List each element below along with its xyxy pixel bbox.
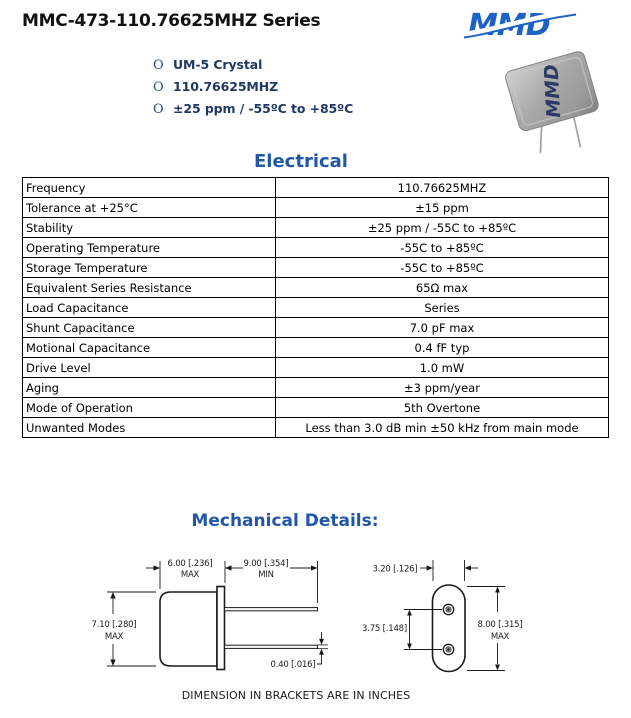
- parameter-cell: Stability: [23, 218, 276, 238]
- dim-base-thickness-label: 3.20 [.126]: [372, 564, 418, 575]
- parameter-cell: Shunt Capacitance: [23, 318, 276, 338]
- value-cell: ±3 ppm/year: [276, 378, 609, 398]
- value-cell: Series: [276, 298, 609, 318]
- dim-pin-spacing-label: 3.75 [.148]: [362, 624, 407, 634]
- arrowhead-icon: [407, 644, 412, 650]
- table-row: [23, 218, 609, 238]
- side-view-lead-bottom: [225, 645, 318, 648]
- arrowhead-icon: [319, 649, 324, 655]
- side-view-flange: [217, 587, 225, 670]
- value-cell: ±15 ppm: [276, 198, 609, 218]
- dim-base-length-qualifier: MAX: [490, 632, 510, 642]
- dimension-note: DIMENSION IN BRACKETS ARE IN INCHES: [181, 689, 411, 702]
- arrowhead-icon: [407, 610, 412, 616]
- value-cell: ±25 ppm / -55C to +85ºC: [276, 218, 609, 238]
- value-cell: 110.76625MHZ: [276, 178, 609, 198]
- arrowhead-icon: [110, 592, 115, 599]
- table-row: [23, 338, 609, 358]
- value-cell: 1.0 mW: [276, 358, 609, 378]
- feature-item: [153, 101, 353, 123]
- arrowhead-icon: [495, 587, 500, 593]
- table-row: [23, 258, 609, 278]
- table-row: [23, 298, 609, 318]
- feature-label: UM-5 Crystal: [173, 57, 263, 72]
- circle-bullet-icon: O: [153, 102, 164, 117]
- table-row: [23, 318, 609, 338]
- arrowhead-icon: [465, 565, 472, 570]
- value-cell: 7.0 pF max: [276, 318, 609, 338]
- value-cell: -55C to +85ºC: [276, 238, 609, 258]
- crystal-photo-illustration: [478, 50, 628, 153]
- feature-list: [153, 57, 353, 123]
- circle-bullet-icon: O: [153, 58, 164, 73]
- arrowhead-icon: [495, 665, 500, 671]
- mmd-logo-text: MMD: [468, 8, 550, 43]
- parameter-cell: Equivalent Series Resistance: [23, 278, 276, 298]
- parameter-cell: Drive Level: [23, 358, 276, 378]
- arrowhead-icon: [319, 639, 324, 645]
- side-view-drawing: [92, 559, 329, 670]
- value-cell: -55C to +85ºC: [276, 258, 609, 278]
- table-row: [23, 378, 609, 398]
- side-view-can-body: [160, 592, 217, 666]
- value-cell: 5th Overtone: [276, 398, 609, 418]
- arrowhead-icon: [311, 565, 318, 570]
- feature-label: ±25 ppm / -55ºC to +85ºC: [173, 101, 354, 116]
- arrowhead-icon: [225, 565, 232, 570]
- parameter-cell: Storage Temperature: [23, 258, 276, 278]
- parameter-cell: Mode of Operation: [23, 398, 276, 418]
- circle-bullet-icon: O: [153, 80, 164, 95]
- value-cell: Less than 3.0 dB min ±50 kHz from main mode: [276, 418, 609, 438]
- value-cell: 0.4 fF typ: [276, 338, 609, 358]
- table-row: [23, 198, 609, 218]
- parameter-cell: Motional Capacitance: [23, 338, 276, 358]
- value-cell: 65Ω max: [276, 278, 609, 298]
- side-view-lead-top: [225, 608, 318, 611]
- mechanical-heading: Mechanical Details:: [191, 511, 379, 531]
- table-row: [23, 238, 609, 258]
- electrical-heading: Electrical: [254, 151, 348, 172]
- page-title: MMC-473-110.76625MHZ Series: [22, 11, 321, 31]
- crystal-brand-label: MMD: [540, 63, 566, 119]
- dim-leader: [317, 655, 322, 664]
- bottom-view-drawing: [362, 560, 523, 672]
- pin-bottom-dot: [448, 649, 450, 651]
- mmd-logo: [464, 2, 576, 46]
- electrical-table-body: [23, 178, 609, 438]
- dim-can-height-label: 7.10 [.280]: [91, 620, 137, 630]
- table-row: [23, 278, 609, 298]
- parameter-cell: Frequency: [23, 178, 276, 198]
- feature-item: [153, 57, 353, 79]
- parameter-cell: Load Capacitance: [23, 298, 276, 318]
- dim-can-width-qualifier: MAX: [180, 570, 200, 580]
- crystal-can: [504, 50, 608, 153]
- pin-top-dot: [448, 609, 450, 611]
- feature-item: [153, 79, 353, 101]
- parameter-cell: Tolerance at +25°C: [23, 198, 276, 218]
- arrowhead-icon: [427, 565, 434, 570]
- table-row: [23, 398, 609, 418]
- crystal-lead-right: [571, 115, 582, 147]
- parameter-cell: Operating Temperature: [23, 238, 276, 258]
- parameter-cell: Unwanted Modes: [23, 418, 276, 438]
- dim-can-height-qualifier: MAX: [104, 632, 124, 642]
- mechanical-drawing: [0, 545, 631, 690]
- bottom-view-base: [433, 585, 466, 672]
- dim-base-length-label: 8.00 [.315]: [477, 620, 523, 630]
- table-row: [23, 178, 609, 198]
- feature-label: 110.76625MHZ: [173, 79, 279, 94]
- table-row: [23, 358, 609, 378]
- arrowhead-icon: [110, 660, 115, 667]
- parameter-cell: Aging: [23, 378, 276, 398]
- dim-lead-diameter-label: 0.40 [.016]: [270, 660, 316, 670]
- electrical-table: [22, 177, 609, 438]
- arrowhead-icon: [154, 565, 161, 570]
- dim-lead-length-qualifier: MIN: [258, 570, 274, 580]
- dim-lead-length-label: 9.00 [.354]: [243, 559, 289, 569]
- table-row: [23, 418, 609, 438]
- dim-can-width-label: 6.00 [.236]: [167, 559, 213, 569]
